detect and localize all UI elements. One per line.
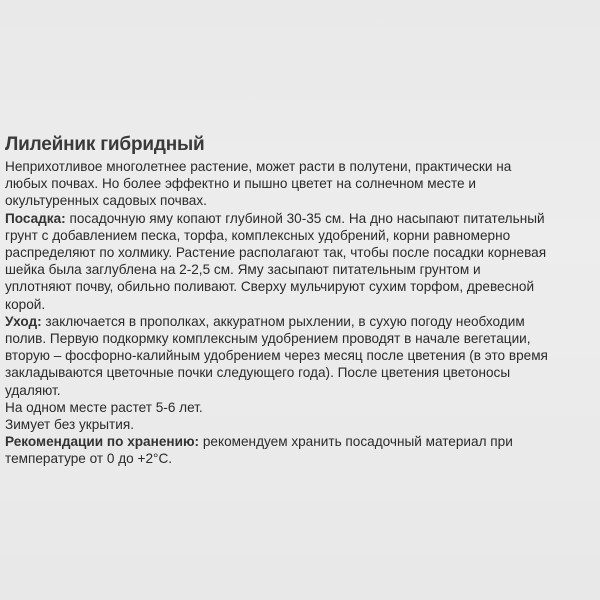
care-instructions-label (0, 128, 600, 466)
storage-line-first (5, 433, 583, 450)
lifespan-paragraph (5, 399, 583, 416)
planting-heading: Посадка: (5, 210, 66, 226)
winter-paragraph (5, 416, 583, 433)
planting-paragraph (5, 210, 583, 313)
planting-line: грунт с добавлением песка, торфа, комплексных удобрений, корни равномерно (5, 227, 511, 243)
intro-line: окультуренных садовых почвах. (5, 193, 207, 209)
care-line: вторую – фосфорно-калийным удобрением через месяц после цветения (в это время (5, 348, 548, 364)
storage-line: температуре от 0 до +2°С. (5, 451, 173, 467)
winter-line: Зимует без укрытия. (5, 417, 134, 433)
intro-line: любых почвах. Но более эффектно и пышно цветет на солнечном месте и (5, 176, 476, 192)
lifespan-line: На одном месте растет 5-6 лет. (5, 399, 203, 415)
planting-line: распределяют по холмику. Растение располагают так, чтобы после посадки корневая (5, 245, 547, 261)
planting-line: шейка была заглублена на 2-2,5 см. Яму засыпают питательным грунтом и (5, 262, 481, 278)
planting-line-first (5, 210, 583, 227)
planting-line: уплотняют почву, обильно поливают. Сверху мульчируют сухим торфом, древесной (5, 279, 535, 295)
label-body (5, 158, 583, 468)
care-heading: Уход: (5, 313, 42, 329)
intro-paragraph (5, 158, 583, 210)
storage-paragraph (5, 433, 583, 467)
care-line: полив. Первую подкормку комплексным удобрением проводят в начале вегетации, (5, 331, 531, 347)
storage-text: рекомендуем хранить посадочный материал при (199, 434, 513, 450)
storage-heading: Рекомендации по хранению: (5, 434, 200, 450)
intro-line: Неприхотливое многолетнее растение, может расти в полутени, практически на (5, 159, 512, 174)
care-line-first (5, 313, 583, 330)
care-line: закладываются цветочные почки следующего года). После цветения цветоносы (5, 365, 511, 381)
planting-text: посадочную яму копают глубиной 30-35 см. На дно насыпают питательный (65, 210, 545, 226)
care-line: удаляют. (5, 382, 61, 398)
care-text: заключается в прополках, аккуратном рыхлении, в сухую погоду необходим (41, 313, 525, 329)
plant-title: Лилейник гибридный (5, 134, 205, 155)
planting-line: корой. (5, 296, 46, 312)
care-paragraph (5, 313, 583, 399)
